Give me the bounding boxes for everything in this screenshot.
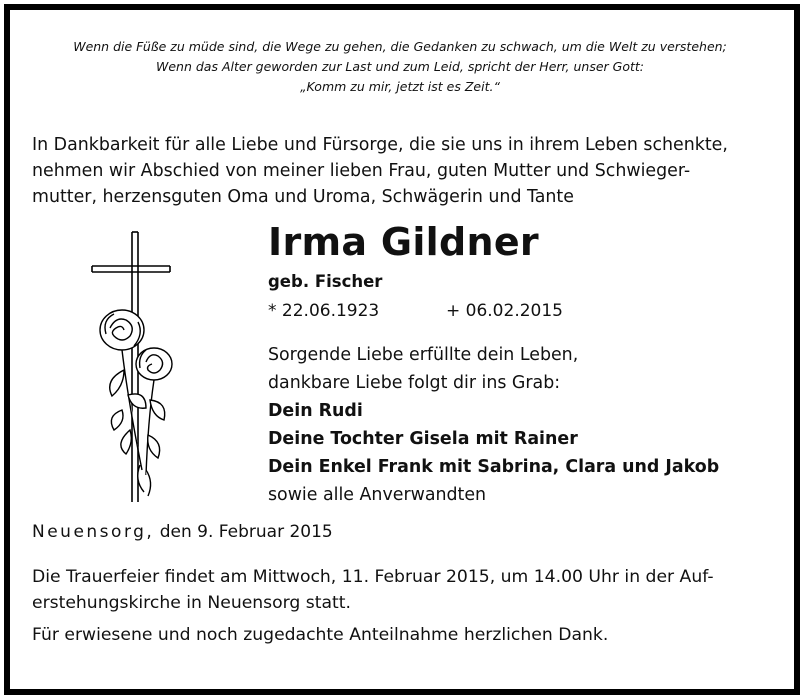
intro-line: nehmen wir Abschied von meiner lieben Frau, guten Mutter und Schwieger- — [32, 161, 691, 181]
motto-line: „Komm zu mir, jetzt ist es Zeit.“ — [300, 79, 500, 94]
motto-line: Wenn das Alter geworden zur Last und zum Leid, spricht der Herr, unser Gott: — [156, 59, 644, 74]
deceased-name: Irma Gildner — [268, 220, 539, 264]
intro-line: mutter, herzensguten Oma und Uroma, Schwägerin und Tante — [32, 187, 574, 207]
birth-date: * 22.06.1923 — [268, 301, 380, 321]
death-date: + 06.02.2015 — [446, 301, 563, 321]
thanks-text: Für erwiesene und noch zugedachte Anteilnahme herzlichen Dank. — [32, 625, 609, 645]
cross-with-roses-icon — [84, 230, 174, 506]
place-and-date — [32, 522, 333, 542]
maiden-name: geb. Fischer — [268, 272, 383, 291]
mourner-name: Deine Tochter Gisela mit Rainer — [268, 429, 578, 449]
verse-line: Sorgende Liebe erfüllte dein Leben, — [268, 345, 579, 365]
town-name: Neuensorg, — [32, 522, 155, 542]
notice-date: den 9. Februar 2015 — [159, 522, 333, 542]
ceremony-line: erstehungskirche in Neuensorg statt. — [32, 593, 351, 613]
ceremony-line: Die Trauerfeier findet am Mittwoch, 11. Februar 2015, um 14.00 Uhr in der Auf- — [32, 567, 714, 587]
intro-text — [32, 132, 782, 210]
mourner-name: Dein Enkel Frank mit Sabrina, Clara und Jakob — [268, 457, 720, 477]
verse-line: dankbare Liebe folgt dir ins Grab: — [268, 373, 561, 393]
intro-line: In Dankbarkeit für alle Liebe und Fürsorge, die sie uns in ihrem Leben schenkte, — [32, 135, 728, 155]
ceremony-info — [32, 564, 714, 616]
motto — [0, 37, 800, 97]
mourners-block — [268, 341, 719, 509]
motto-line: Wenn die Füße zu müde sind, die Wege zu gehen, die Gedanken zu schwach, um die Welt zu verstehen; — [73, 39, 727, 54]
mourner-name: Dein Rudi — [268, 401, 363, 421]
verse-closing: sowie alle Anverwandten — [268, 485, 487, 505]
